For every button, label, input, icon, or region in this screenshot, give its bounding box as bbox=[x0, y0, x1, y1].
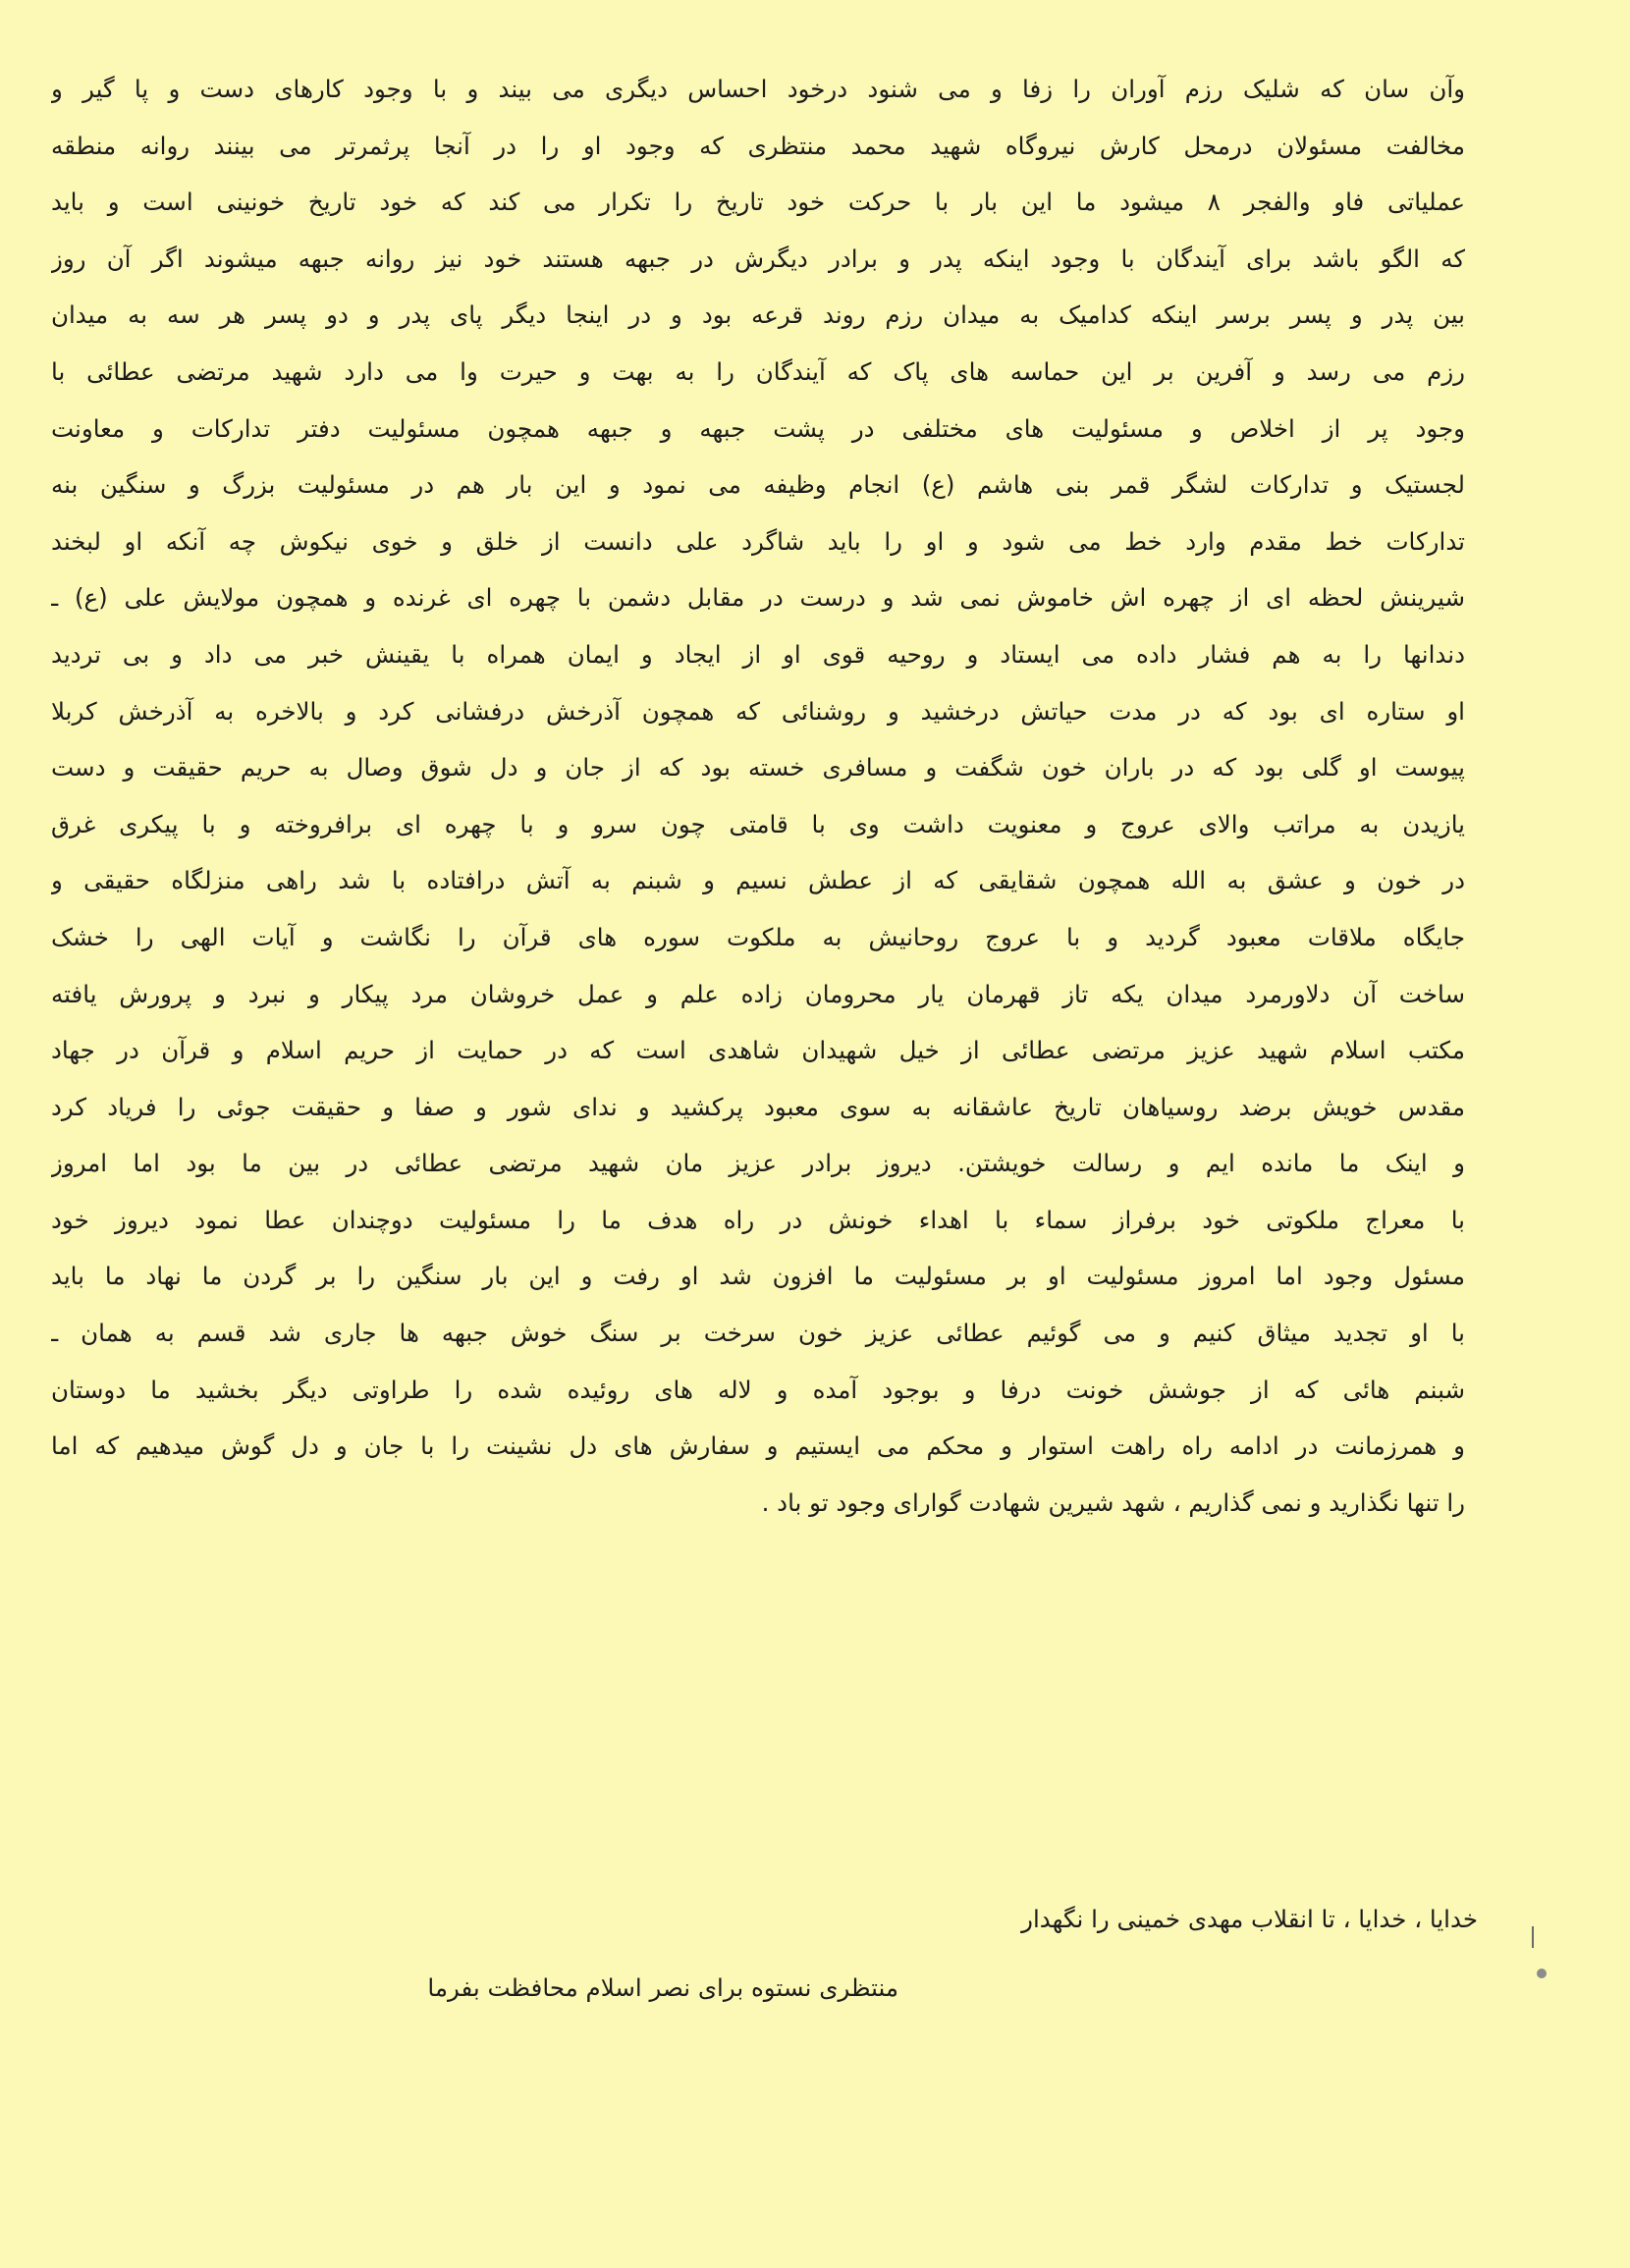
text-line: رزم می رسد و آفرین بر این حماسه های پاک که آیندگان را به بهت و حیرت وا می دارد شهید مرتضی عطائی با bbox=[51, 356, 1465, 386]
text-line: یازیدن به مراتب والای عروج و معنویت داشت وی با قامتی چون سرو و با چهره ای برافروخته و با پیکری غرق bbox=[51, 809, 1465, 838]
text-line: مسئول وجود اما امروز مسئولیت او بر مسئولیت ما افزون شد او رفت و این بار سنگین را بر گردن ما نهاد ما باید bbox=[51, 1262, 1465, 1291]
text-line: تدارکات خط مقدم وارد خط می شود و او را باید شاگرد علی دانست از خلق و خوی نیکوش چه آنکه او لبخند bbox=[51, 526, 1465, 556]
text-line: شیرینش لحظه ای از چهره اش خاموش نمی شد و درست در مقابل دشمن با چهره ای غرنده و همچون مولایش علی (ع) ـ bbox=[51, 583, 1465, 613]
text-line: جایگاه ملاقات معبود گردید و با عروج روحانیش به ملکوت سوره های قرآن را نگاشت و آیات الهی را خشک bbox=[51, 922, 1465, 951]
text-line: مخالفت مسئولان درمحل کارش نیروگاه شهید محمد منتظری که وجود او را در آنجا پرثمرتر می بینند روانه منطقه bbox=[51, 131, 1465, 160]
text-line: در خون و عشق به الله همچون شقایقی که از عطش نسیم و شبنم به آتش درافتاده با شد راهی منزلگاه حقیقی و bbox=[51, 866, 1465, 895]
text-line: و اینک ما مانده ایم و رسالت خویشتن. دیروز برادر عزیز مان شهید مرتضی عطائی در بین ما بود اما امروز bbox=[51, 1149, 1465, 1178]
text-line: وآن سان که شلیک رزم آوران را زفا و می شنود درخود احساس دیگری می بیند و با وجود کارهای دست و پا گیر و bbox=[51, 75, 1465, 103]
body-text bbox=[51, 61, 1465, 1531]
closing-prayer-line-2: منتظری نستوه برای نصر اسلام محافظت بفرما bbox=[427, 1973, 898, 2002]
text-line: را تنها نگذارید و نمی گذاریم ، شهد شیرین شهادت گوارای وجود تو باد . bbox=[761, 1487, 1465, 1517]
text-line: با معراج ملکوتی خود برفراز سماء با اهداء خونش در راه هدف ما را مسئولیت دوچندان عطا نمود دیروز خود bbox=[51, 1205, 1465, 1234]
text-line: مکتب اسلام شهید عزیز مرتضی عطائی از خیل شهیدان شاهدی است که در حمایت از حریم اسلام و قرآن در جهاد bbox=[51, 1036, 1465, 1065]
text-line: ساخت آن دلاورمرد میدان یکه تاز قهرمان یار محرومان زاده علم و عمل خروشان مرد پیکار و نبرد و پرورش یافته bbox=[51, 979, 1465, 1008]
margin-tick-mark bbox=[1532, 1926, 1534, 1948]
text-line: پیوست او گلی بود که در باران خون شگفت و مسافری خسته بود که از جان و دل شوق وصال به حریم حقیقت و دست bbox=[51, 753, 1465, 783]
ink-dot-mark bbox=[1537, 1969, 1547, 1978]
text-line: با او تجدید میثاق کنیم و می گوئیم عطائی عزیز خون سرخت بر سنگ خوش جبهه ها جاری شد قسم به همان ـ bbox=[51, 1319, 1465, 1348]
text-line: و همرزمانت در ادامه راه راهت استوار و محکم می ایستیم و سفارش های دل نشینت را با جان و دل گوش میدهیم که اما bbox=[51, 1431, 1465, 1461]
text-line: او ستاره ای بود که در مدت حیاتش درخشید و روشنائی که همچون آذرخش درفشانی کرد و بالاخره به آذرخش کربلا bbox=[51, 696, 1465, 726]
text-line: بین پدر و پسر برسر اینکه کدامیک به میدان رزم روند قرعه بود و در اینجا دیگر پای پدر و دو پسر هر سه به میدان bbox=[51, 300, 1465, 330]
text-line: شبنم هائی که از جوشش خونت درفا و بوجود آمده و لاله های روئیده شده را طراوتی دیگر بخشید ما دوستان bbox=[51, 1375, 1465, 1404]
text-line: دندانها را به هم فشار داده می ایستاد و روحیه قوی او از ایجاد و ایمان همراه با یقینش خبر می داد و بی تردید bbox=[51, 639, 1465, 669]
text-line: که الگو باشد برای آیندگان با وجود اینکه پدر و برادر دیگرش در جبهه هستند خود نیز روانه جبهه میشوند اگر آن روز bbox=[51, 243, 1465, 273]
text-line: عملیاتی فاو والفجر ۸ میشود ما این بار با حرکت خود تاریخ را تکرار می کند که خود تاریخ خونینی است و باید bbox=[51, 188, 1465, 217]
text-line: وجود پر از اخلاص و مسئولیت های مختلفی در پشت جبهه و جبهه همچون مسئولیت دفتر تدارکات و معاونت bbox=[51, 413, 1465, 443]
text-line: مقدس خویش برضد روسیاهان تاریخ عاشقانه به سوی معبود پرکشید و ندای شور و صفا و حقیقت جوئی را فریاد کرد bbox=[51, 1092, 1465, 1121]
closing-prayer-line-1: خدایا ، خدایا ، تا انقلاب مهدی خمینی را نگهدار bbox=[1021, 1905, 1478, 1933]
text-line: لجستیک و تدارکات لشگر قمر بنی هاشم (ع) انجام وظیفه می نمود و این بار هم در مسئولیت بزرگ و سنگین بنه bbox=[51, 470, 1465, 500]
